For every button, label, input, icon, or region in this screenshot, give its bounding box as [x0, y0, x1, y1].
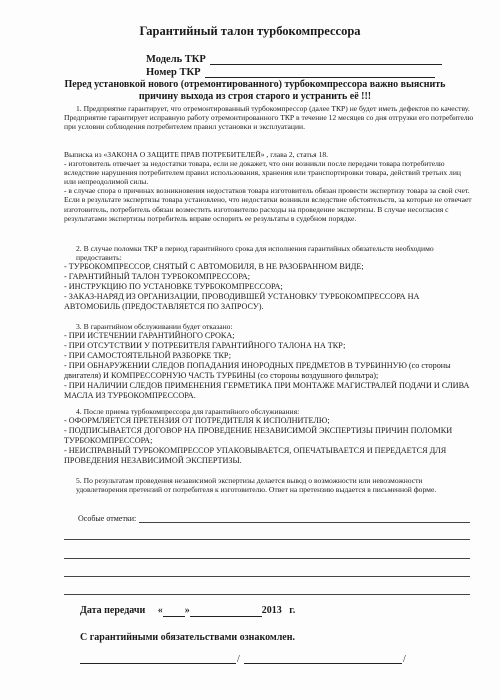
- section-4-text: После приема турбокомпрессора для гарантийного обслуживания:: [81, 407, 300, 416]
- section-4-item: - ПОДПИСЫВАЕТСЯ ДОГОВОР НА ПРОВЕДЕНИЕ НЕЗАВИСИМОЙ ЭКСПЕРТИЗЫ ПРИЧИН ПОЛОМКИ ТУРБОКОМПРЕССОРА;: [64, 426, 453, 446]
- model-input-line[interactable]: [210, 55, 442, 65]
- notes-input-line[interactable]: [64, 594, 470, 595]
- section-5: [64, 476, 474, 494]
- section-3-number: 3.: [76, 322, 82, 331]
- section-3-item: - ПРИ САМОСТОЯТЕЛЬНОЙ РАЗБОРКЕ ТКР;: [64, 351, 232, 361]
- section-3-text: В гарантийном обслуживании будет отказано:: [81, 322, 233, 331]
- law-para-1: - изготовитель отвечает за недостатки товара, если не докажет, что они возникли после передачи товара потребителю вследствие нарушения потребителем правил использования, хранения или транспортировки товара, действий третьих лиц или непреодолимой силы.: [64, 159, 461, 187]
- name-input-line[interactable]: [244, 663, 402, 664]
- section-2-number: 2.: [76, 244, 82, 253]
- section-5-text: По результатам проведения независимой экспертизы делается вывод о возможности или невозможности удовлетворения претензий от потребителя к изготовителю. Ответ на претензию выдается в письменной форме.: [76, 476, 437, 495]
- section-2-item: - ТУРБОКОМПРЕССОР, СНЯТЫЙ С АВТОМОБИЛЯ, В НЕ РАЗОБРАННОМ ВИДЕ;: [64, 262, 364, 272]
- number-label: Номер ТКР: [146, 67, 201, 78]
- number-input-line[interactable]: [205, 68, 435, 78]
- law-heading: Выписка из «ЗАКОНА О ЗАЩИТЕ ПРАВ ПОТРЕБИТЕЛЕЙ» , глава 2, статья 18.: [64, 150, 329, 159]
- notes-input-line[interactable]: [64, 558, 470, 559]
- section-1: [64, 104, 474, 131]
- section-2-text: В случае поломки ТКР в период гарантийного срока для исполнения гарантийных обязательств необходимо предоставить:: [76, 244, 434, 263]
- section-5-number: 5.: [76, 476, 82, 485]
- signature-separator: /: [403, 654, 406, 665]
- model-field: [146, 54, 442, 65]
- open-quote: «: [157, 605, 163, 616]
- section-1-para2: Предприятие гарантирует исправную работу отремонтированного ТКР в течение 12 месяцев со дня отгрузки его потребителю при условии соблюдения потребителем правил установки и эксплуатации.: [64, 113, 474, 132]
- number-field: [146, 67, 435, 78]
- notes-input-line[interactable]: [64, 539, 470, 540]
- acknowledgement: С гарантийными обязательствами ознакомлен.: [80, 632, 295, 643]
- warning-line-1: Перед установкой нового (отремонтированного) турбокомпрессора важно выяснить: [64, 79, 446, 90]
- section-1-number: 1.: [76, 104, 82, 113]
- month-input-line[interactable]: [190, 605, 262, 617]
- section-3-item: - ПРИ НАЛИЧИИ СЛЕДОВ ПРИМЕНЕНИЯ ГЕРМЕТИКА ПРИ МОНТАЖЕ МАГИСТРАЛЕЙ ПОДАЧИ И СЛИВА МАСЛА ИЗ ТУРБОКОМПРЕССОРА.: [64, 381, 470, 401]
- signature-input-line[interactable]: [80, 663, 236, 664]
- section-1-text: Предприятие гарантирует, что отремонтированный турбокомпрессор (далее ТКР) не будет иметь дефектов по качеству.: [81, 104, 470, 113]
- law-para-2: - в случае спора о причинах возникновения недостатков товара изготовитель обязан провести экспертизу товара за свой счет. Если в результате экспертизы товара установлено, что недостатки возникли вследствие обстоятельств, за которые не отвечает изготовитель, потребитель обязан возместить изготовителю расходы на проведение экспертизы. В случае несогласия с результатами экспертизы потребитель вправе оспорить ее результаты в судебном порядке.: [64, 186, 472, 223]
- model-label: Модель ТКР: [146, 54, 206, 65]
- transfer-date-label: Дата передачи: [80, 605, 146, 616]
- notes-input-line[interactable]: [64, 576, 470, 577]
- year-value: 2013: [261, 605, 282, 616]
- section-2: [64, 244, 474, 312]
- section-3-item: - ПРИ ОТСУТСТВИИ У ПОТРЕБИТЕЛЯ ГАРАНТИЙНОГО ТАЛОНА НА ТКР;: [64, 341, 346, 351]
- section-4-item: - НЕИСПРАВНЫЙ ТУРБОКОМПРЕССОР УПАКОВЫВАЕТСЯ, ОПЕЧАТЫВАЕТСЯ И ПЕРЕДАЕТСЯ ДЛЯ ПРОВЕДЕНИЯ НЕЗАВИСИМОЙ ЭКСПЕРТИЗЫ.: [64, 446, 447, 466]
- section-3-item: - ПРИ ОБНАРУЖЕНИИ СЛЕДОВ ПОПАДАНИЯ ИНОРОДНЫХ ПРЕДМЕТОВ В ТУРБИННУЮ (со стороны двигателя) И КОМПРЕССОРНУЮ ЧАСТЬ ТУРБИНЫ (со стороны воздушного фильтра);: [64, 361, 451, 381]
- section-3: [64, 322, 474, 401]
- year-suffix: г.: [289, 605, 296, 616]
- section-2-item: - ИНСТРУКЦИЮ ПО УСТАНОВКЕ ТУРБОКОМПРЕССОРА;: [64, 282, 283, 292]
- close-quote: »: [184, 605, 190, 616]
- signature-separator: /: [237, 654, 240, 665]
- day-input-line[interactable]: [163, 605, 185, 617]
- notes-input-line[interactable]: [139, 514, 470, 523]
- section-2-item: - ЗАКАЗ-НАРЯД ИЗ ОРГАНИЗАЦИИ, ПРОВОДИВШЕЙ УСТАНОВКУ ТУРБОКОМПРЕССОРА НА АВТОМОБИЛЬ (ПРЕДОСТАВЛЯЕТСЯ ПО ЗАПРОСУ).: [64, 292, 420, 312]
- section-4-item: - ОФОРМЛЯЕТСЯ ПРЕТЕНЗИЯ ОТ ПОТРЕДИТЕЛЯ К ИСПОЛНИТЕЛЮ;: [64, 416, 330, 426]
- document-title: Гарантийный талон турбокомпрессора: [139, 24, 361, 38]
- special-notes: [78, 514, 470, 523]
- warning-notice: [40, 79, 470, 103]
- law-extract: [64, 150, 474, 223]
- special-notes-label: Особые отметки:: [78, 514, 137, 523]
- warning-line-2: причину выхода из строя старого и устранить её !!!: [138, 91, 372, 102]
- transfer-date: [80, 605, 295, 617]
- section-4: [64, 407, 474, 466]
- section-4-number: 4.: [76, 407, 82, 416]
- signature-line: [80, 650, 410, 664]
- section-2-item: - ГАРАНТИЙНЫЙ ТАЛОН ТУРБОКОМПРЕССОРА;: [64, 272, 250, 282]
- section-3-item: - ПРИ ИСТЕЧЕНИИ ГАРАНТИЙНОГО СРОКА;: [64, 331, 235, 341]
